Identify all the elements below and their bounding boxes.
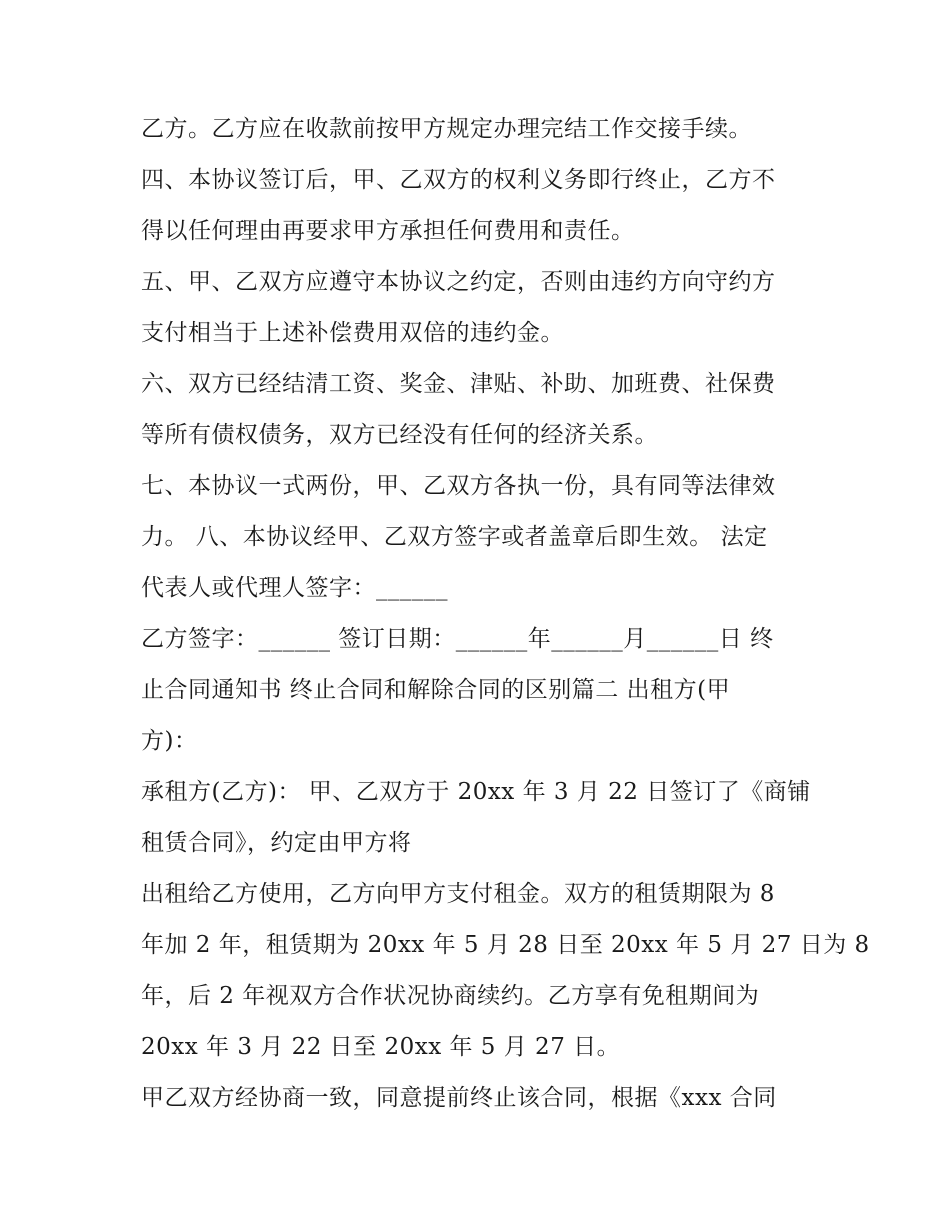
text-line: 方)：	[141, 728, 198, 754]
text-line: 年，后 2 年视双方合作状况协商续约。乙方享有免租期间为	[141, 983, 760, 1009]
text-line: 五、甲、乙双方应遵守本协议之约定，否则由违约方向守约方	[141, 269, 776, 295]
text-line: 支付相当于上述补偿费用双倍的违约金。	[141, 320, 564, 346]
text-line: 出租给乙方使用，乙方向甲方支付租金。双方的租赁期限为 8	[141, 881, 775, 907]
text-line: 止合同通知书 终止合同和解除合同的区别篇二 出租方(甲	[141, 677, 731, 703]
text-line: 乙方签字：______ 签订日期：______年______月______日 终	[141, 626, 774, 652]
text-line: 承租方(乙方)： 甲、乙双方于 20xx 年 3 月 22 日签订了《商铺	[141, 779, 811, 805]
text-line: 力。 八、本协议经甲、乙双方签字或者盖章后即生效。 法定	[141, 524, 768, 550]
text-line: 租赁合同》，约定由甲方将	[141, 830, 412, 856]
text-line: 年加 2 年，租赁期为 20xx 年 5 月 28 日至 20xx 年 5 月 27 日为 8	[141, 932, 870, 958]
text-line: 四、本协议签订后，甲、乙双方的权利义务即行终止，乙方不	[141, 167, 776, 193]
text-line: 等所有债权债务，双方已经没有任何的经济关系。	[141, 422, 658, 448]
text-line: 代表人或代理人签字：______	[141, 575, 448, 601]
text-line: 甲乙双方经协商一致，同意提前终止该合同，根据《xxx 合同	[141, 1085, 777, 1111]
text-line: 得以任何理由再要求甲方承担任何费用和责任。	[141, 218, 635, 244]
text-line: 六、双方已经结清工资、奖金、津贴、补助、加班费、社保费	[141, 371, 776, 397]
text-line: 20xx 年 3 月 22 日至 20xx 年 5 月 27 日。	[141, 1034, 621, 1060]
text-line: 七、本协议一式两份，甲、乙双方各执一份，具有同等法律效	[141, 473, 776, 499]
document-body	[141, 104, 870, 1124]
text-line: 乙方。乙方应在收款前按甲方规定办理完结工作交接手续。	[141, 116, 752, 142]
